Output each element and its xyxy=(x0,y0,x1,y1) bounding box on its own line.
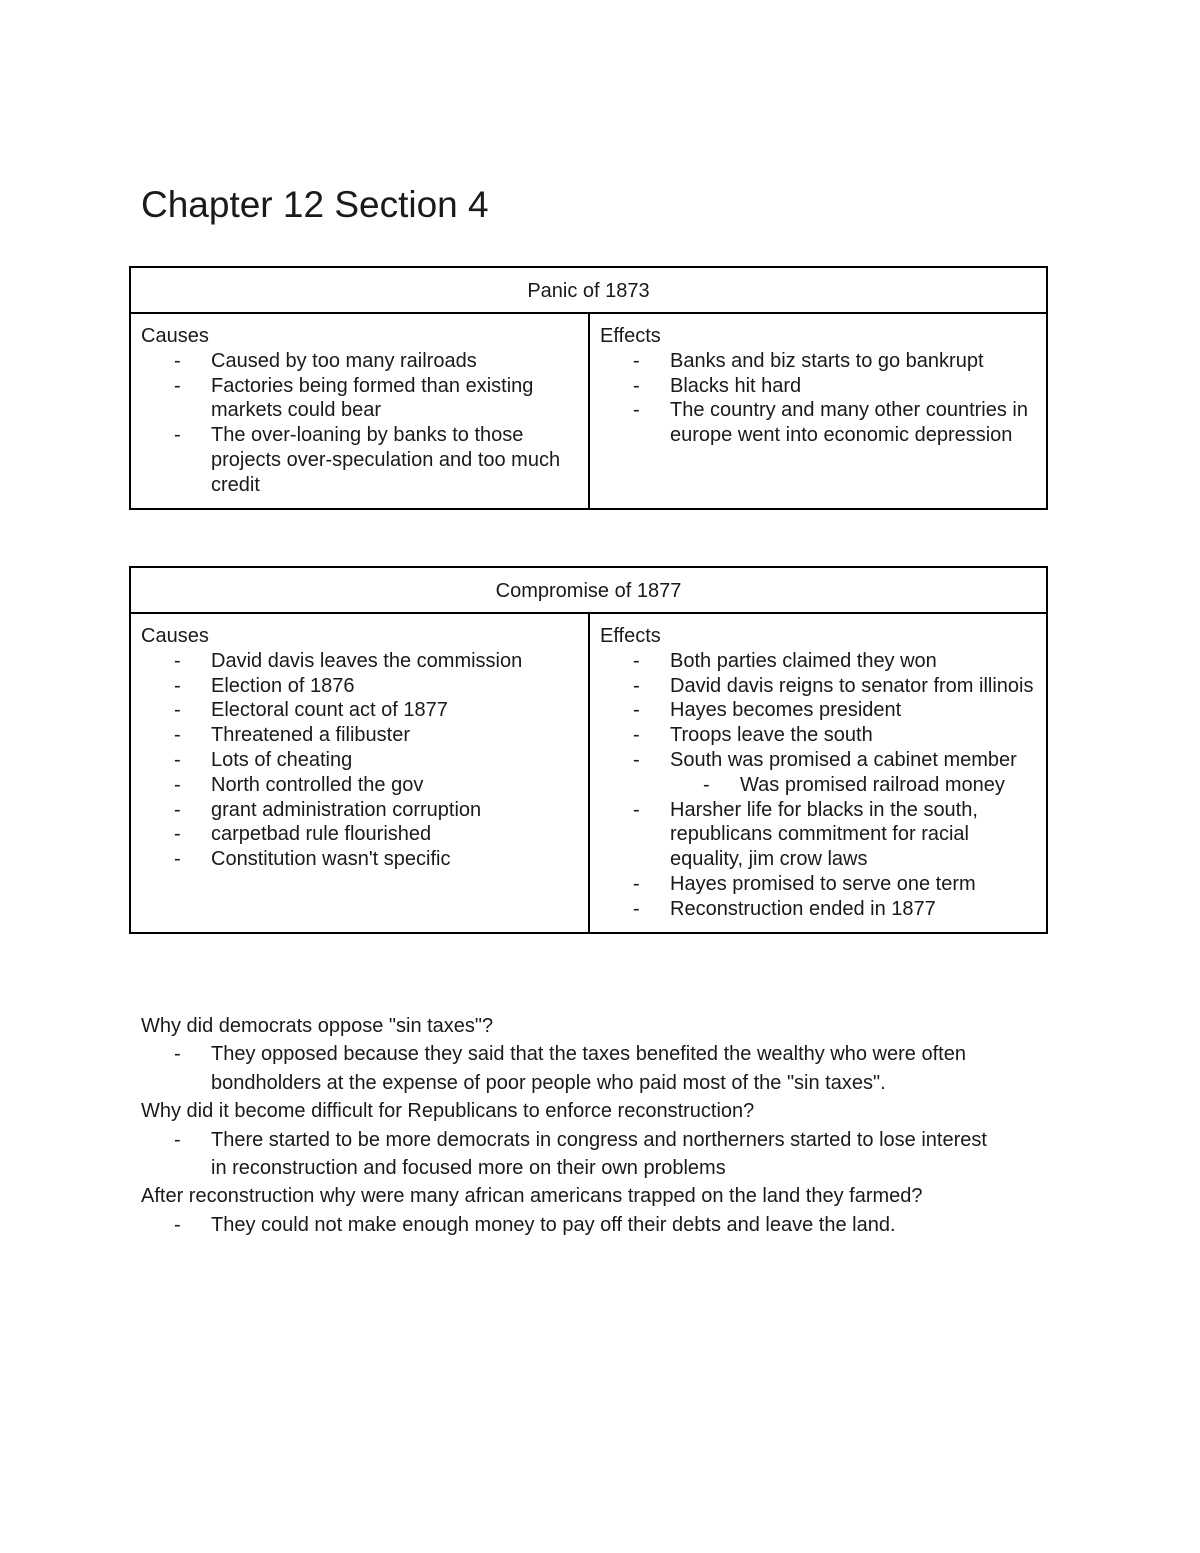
list-item: - Caused by too many railroads xyxy=(141,349,578,374)
table-body xyxy=(131,314,1046,508)
answer xyxy=(141,1040,1071,1097)
list-item: - Factories being formed than existing markets could bear xyxy=(141,374,578,424)
panic-1873-table xyxy=(129,266,1048,510)
sub-list-item: - Was promised railroad money xyxy=(600,773,1036,798)
list-item: - The country and many other countries in europe went into economic depression xyxy=(600,398,1036,448)
causes-list xyxy=(141,649,578,872)
answer-line: bondholders at the expense of poor people who paid most of the "sin taxes". xyxy=(211,1071,886,1094)
list-item: - Banks and biz starts to go bankrupt xyxy=(600,349,1036,374)
question: Why did democrats oppose "sin taxes"? xyxy=(141,1015,494,1037)
list-item: - Election of 1876 xyxy=(141,674,578,699)
causes-column xyxy=(131,614,590,932)
list-item: - Constitution wasn't specific xyxy=(141,847,578,872)
list-item: - Hayes promised to serve one term xyxy=(600,872,1036,897)
list-item: - Harsher life for blacks in the south, republicans commitment for racial equality, jim crow laws xyxy=(600,798,1036,872)
effects-column xyxy=(590,614,1046,932)
list-item: - Electoral count act of 1877 xyxy=(141,698,578,723)
effects-list xyxy=(600,649,1036,922)
list-item: - Blacks hit hard xyxy=(600,374,1036,399)
compromise-1877-table xyxy=(129,566,1048,934)
question: Why did it become difficult for Republicans to enforce reconstruction? xyxy=(141,1100,755,1123)
table-body xyxy=(131,614,1046,932)
answer-line: They could not make enough money to pay off their debts and leave the land. xyxy=(211,1213,896,1236)
list-item: - Reconstruction ended in 1877 xyxy=(600,897,1036,922)
question: After reconstruction why were many african americans trapped on the land they farmed? xyxy=(141,1185,923,1208)
list-item: - David davis leaves the commission xyxy=(141,649,578,674)
answer-line: in reconstruction and focused more on their own problems xyxy=(211,1157,726,1180)
effects-column xyxy=(590,314,1046,508)
list-item: - The over-loaning by banks to those projects over-speculation and too much credit xyxy=(141,423,578,497)
effects-list xyxy=(600,349,1036,448)
answer-line: They opposed because they said that the taxes benefited the wealthy who were often xyxy=(211,1043,966,1066)
page-title: Chapter 12 Section 4 xyxy=(141,184,489,225)
list-item: - Both parties claimed they won xyxy=(600,649,1036,674)
causes-column xyxy=(131,314,590,508)
questions-section xyxy=(141,1012,1071,1239)
answer xyxy=(141,1211,1071,1239)
list-item: - David davis reigns to senator from illinois xyxy=(600,674,1036,699)
table-heading: Panic of 1873 xyxy=(131,268,1046,314)
effects-label: Effects xyxy=(600,625,661,647)
list-item: - grant administration corruption xyxy=(141,798,578,823)
list-item: - South was promised a cabinet member xyxy=(600,748,1036,773)
table-heading: Compromise of 1877 xyxy=(131,568,1046,614)
causes-label: Causes xyxy=(141,625,209,647)
causes-list xyxy=(141,349,578,498)
list-item: - Threatened a filibuster xyxy=(141,723,578,748)
effects-label: Effects xyxy=(600,325,661,347)
list-item: - carpetbad rule flourished xyxy=(141,822,578,847)
answer-list xyxy=(141,1126,1071,1183)
answer-list xyxy=(141,1211,1071,1239)
list-item: - Lots of cheating xyxy=(141,748,578,773)
list-item: - Hayes becomes president xyxy=(600,698,1036,723)
list-item: - North controlled the gov xyxy=(141,773,578,798)
answer-list xyxy=(141,1040,1071,1097)
list-item: - Troops leave the south xyxy=(600,723,1036,748)
causes-label: Causes xyxy=(141,325,209,347)
answer xyxy=(141,1126,1071,1183)
answer-line: There started to be more democrats in congress and northerners started to lose interest xyxy=(211,1128,987,1151)
